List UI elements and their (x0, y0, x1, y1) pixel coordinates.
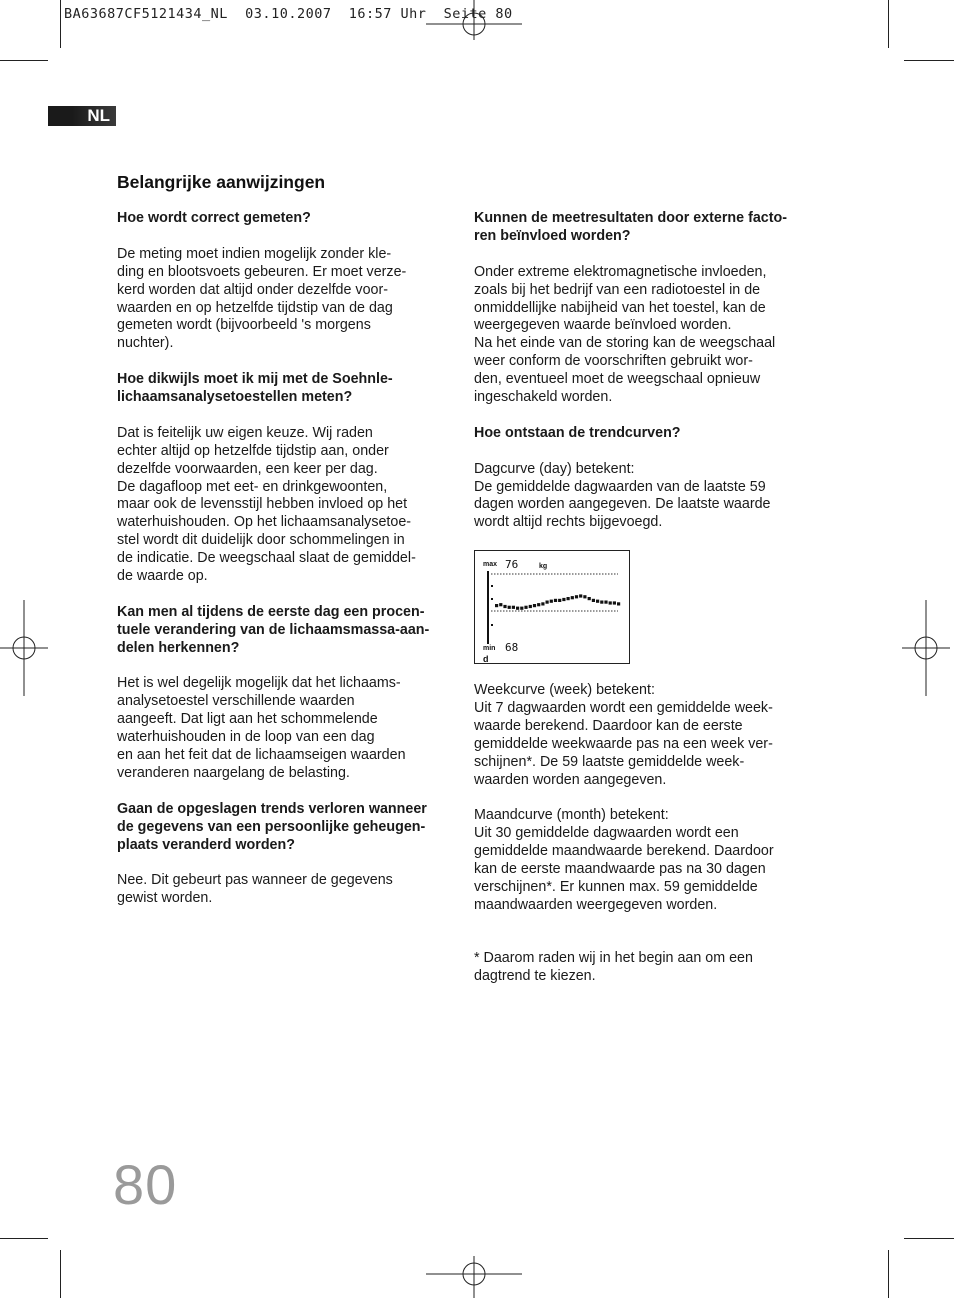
trend-point (524, 606, 527, 609)
trend-point (588, 597, 591, 600)
trend-point (533, 604, 536, 607)
trend-point (583, 595, 586, 598)
min-value: 68 (505, 641, 519, 655)
footnote: * Daarom raden wij in het begin aan om een dagtrend te kiezen. (474, 949, 753, 984)
axis-tick (491, 598, 493, 600)
question-trends-lost: Gaan de opgeslagen trends verloren wanneer de gegevens van een persoonlijke geheugen- plaats veranderd worden? (117, 800, 427, 853)
unit-label: kg (539, 563, 548, 571)
max-label: max (483, 561, 498, 569)
trend-point (541, 602, 544, 605)
trend-point (499, 603, 502, 606)
trend-point (592, 599, 595, 602)
month-curve-explanation: Maandcurve (month) betekent: Uit 30 gemiddelde dagwaarden wordt een gemiddelde maandwaarde berekend. Daardoor kan de eerste maandwaarde pas na 30 dagen verschijnen*. Er kunnen max. 59 gemiddelde maandwaarden weergegeven worden. (474, 807, 774, 913)
max-value: 76 (505, 558, 519, 572)
trend-point (575, 595, 578, 598)
crop-mark (0, 60, 48, 61)
trend-curve-graphic (475, 551, 629, 663)
trend-point (596, 600, 599, 603)
trend-point (554, 599, 557, 602)
question-first-day-change: Kan men al tijdens de eerste dag een procen- tuele verandering van de lichaamsmassa-aan- delen herkennen? (117, 603, 430, 656)
day-curve-explanation: Dagcurve (day) betekent: De gemiddelde dagwaarden van de laatste 59 dagen worden aangegeven. De laatste waarde wordt altijd rechts bijgevoegd. (474, 460, 771, 531)
trend-point (609, 602, 612, 605)
min-label: min (483, 645, 496, 653)
trend-points (495, 595, 620, 610)
trend-point (516, 607, 519, 610)
registration-mark-left (0, 600, 50, 700)
week-curve-explanation: Weekcurve (week) betekent: Uit 7 dagwaarden wordt een gemiddelde week- waarde berekend. Daardoor kan de eerste gemiddelde weekwaarde pas na een week ver- schijnen*. De 59 laatste gemiddelde week- waarden worden aangegeven. (474, 682, 773, 788)
trend-point (613, 602, 616, 605)
trend-point (529, 605, 532, 608)
section-title: Belangrijke aanwijzingen (117, 172, 326, 192)
trend-point (546, 601, 549, 604)
right-column (474, 210, 809, 1004)
answer-measure-correctly: De meting moet indien mogelijk zonder kle- ding en blootsvoets gebeuren. Er moet verze- kerd worden dat altijd onder dezelfde voor- waarden en op hetzelfde tijdstip van de dag gemeten wordt (bijvoorbeeld 's morgens nuchter). (117, 245, 407, 352)
trend-point (495, 604, 498, 607)
mode-label: d (483, 654, 489, 664)
trend-point (503, 605, 506, 608)
question-trend-curves: Hoe ontstaan de trendcurven? (474, 424, 681, 441)
answer-external-factors: Onder extreme elektromagnetische invloeden, zoals bij het bedrijf van een radiotoestel in de onmiddellijke nabijheid van het toestel, kan de weergegeven waarde beïnvloed worden. Na het einde van de storing kan de weegschaal weer conform de voorschriften gebruikt wor- den, eventueel moet de weegschaal opnieuw ingeschakeld worden. (474, 263, 776, 406)
question-measure-frequency: Hoe dikwijls moet ik mij met de Soehnle- lichaamsanalysetoestellen meten? (117, 371, 393, 406)
question-measure-correctly: Hoe wordt correct gemeten? (117, 210, 311, 226)
crop-mark (60, 0, 61, 48)
page-number: 80 (113, 1153, 178, 1216)
question-external-factors: Kunnen de meetresultaten door externe facto- ren beïnvloed worden? (474, 210, 788, 244)
trend-point (520, 607, 523, 610)
crop-mark (0, 1238, 48, 1239)
trend-point (512, 606, 515, 609)
trend-point (550, 600, 553, 603)
answer-measure-frequency: Dat is feitelijk uw eigen keuze. Wij raden echter altijd op hetzelfde tijdstip aan, onder dezelfde voorwaarden, een keer per dag. De dagafloop met eet- en drinkgewoonten, maar ook de levensstijl hebben invloed op het waterhuishouden. Op het lichaamsanalysetoe- stel wordt dit duidelijk door schommelingen in de indicatie. De weegschaal slaat de gemiddel- de waarde op. (117, 424, 416, 585)
registration-mark-right (902, 600, 954, 700)
trend-point (508, 606, 511, 609)
crop-mark (888, 1250, 889, 1298)
trend-point (562, 598, 565, 601)
registration-mark-bottom (426, 1256, 526, 1298)
crop-mark (888, 0, 889, 48)
answer-first-day-change: Het is wel degelijk mogelijk dat het lichaams- analysetoestel verschillende waarden aangeeft. Dat ligt aan het schommelende waterhuishouden in de loop van een dag en aan het feit dat de lichaamseigen waarden veranderen naargelang de belasting. (117, 675, 406, 782)
trend-point (558, 599, 561, 602)
trend-point (537, 603, 540, 606)
trend-point (567, 597, 570, 600)
crop-mark (904, 60, 954, 61)
trend-point (600, 601, 603, 604)
crop-mark (60, 1250, 61, 1298)
answer-trends-lost: Nee. Dit gebeurt pas wanneer de gegevens gewist worden. (117, 872, 393, 907)
trend-point (579, 595, 582, 598)
scale-display-illustration (474, 550, 630, 664)
trend-point (571, 596, 574, 599)
language-badge: NL (48, 106, 116, 126)
trend-point (604, 601, 607, 604)
registration-mark-top (426, 0, 526, 40)
left-column (117, 210, 452, 926)
axis-tick (491, 624, 493, 626)
trend-point (617, 602, 620, 605)
print-header: BA63687CF5121434_NL 03.10.2007 16:57 Uhr Seite 80 (64, 6, 513, 22)
crop-mark (904, 1238, 954, 1239)
axis-tick (491, 585, 493, 587)
